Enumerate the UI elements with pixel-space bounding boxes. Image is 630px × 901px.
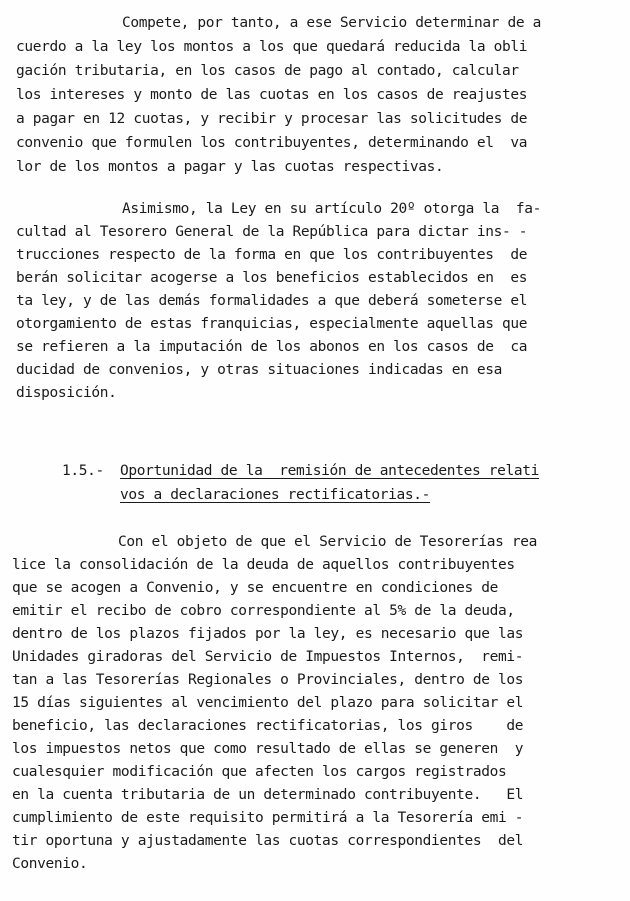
text-line: lor de los montos a pagar y las cuotas respectivas. [16, 159, 444, 175]
text-line: cultad al Tesorero General de la República para dictar ins- - [16, 224, 528, 240]
text-line: cualesquier modificación que afecten los cargos registrados [12, 764, 507, 780]
text-line: en la cuenta tributaria de un determinado contribuyente. El [12, 787, 524, 803]
section-title-line: vos a declaraciones rectificatorias.- [120, 487, 431, 503]
text-line: Compete, por tanto, a ese Servicio determinar de a [122, 15, 541, 31]
text-line: que se acogen a Convenio, y se encuentre en condiciones de [12, 580, 499, 596]
text-line: Unidades giradoras del Servicio de Impuestos Internos, remi- [12, 649, 524, 665]
text-line: tan a las Tesorerías Regionales o Provinciales, dentro de los [12, 672, 524, 688]
text-line: Convenio. [12, 856, 88, 872]
text-line: emitir el recibo de cobro correspondiente al 5% de la deuda, [12, 603, 515, 619]
text-line: Asimismo, la Ley en su artículo 20º otorga la fa- [122, 201, 541, 217]
text-line: convenio que formulen los contribuyentes, determinando el va [16, 135, 528, 151]
text-line: beneficio, las declaraciones rectificatorias, los giros de [12, 718, 524, 734]
text-line: ducidad de convenios, y otras situaciones indicadas en esa [16, 362, 503, 378]
section-title-line: Oportunidad de la remisión de antecedentes relati [120, 463, 539, 479]
text-line: otorgamiento de estas franquicias, especialmente aquellas que [16, 316, 528, 332]
text-line: cumplimiento de este requisito permitirá a la Tesorería emi - [12, 810, 524, 826]
text-line: dentro de los plazos fijados por la ley, es necesario que las [12, 626, 524, 642]
text-line: a pagar en 12 cuotas, y recibir y procesar las solicitudes de [16, 111, 528, 127]
text-line: los impuestos netos que como resultado de ellas se generen y [12, 741, 524, 757]
text-line: disposición. [16, 385, 117, 401]
text-line: 15 días siguientes al vencimiento del plazo para solicitar el [12, 695, 524, 711]
text-line: tir oportuna y ajustadamente las cuotas correspondientes del [12, 833, 524, 849]
text-line: gación tributaria, en los casos de pago al contado, calcular [16, 63, 519, 79]
text-line: lice la consolidación de la deuda de aquellos contribuyentes [12, 557, 515, 573]
text-line: cuerdo a la ley los montos a los que quedará reducida la obli [16, 39, 528, 55]
text-line: trucciones respecto de la forma en que los contribuyentes de [16, 247, 528, 263]
text-line: los intereses y monto de las cuotas en los casos de reajustes [16, 87, 528, 103]
text-line: se refieren a la imputación de los abonos en los casos de ca [16, 339, 528, 355]
text-line: Con el objeto de que el Servicio de Tesorerías rea [118, 534, 537, 550]
text-line: ta ley, y de las demás formalidades a que deberá someterse el [16, 293, 528, 309]
section-number: 1.5.- [62, 463, 104, 479]
text-line: berán solicitar acogerse a los beneficios establecidos en es [16, 270, 528, 286]
